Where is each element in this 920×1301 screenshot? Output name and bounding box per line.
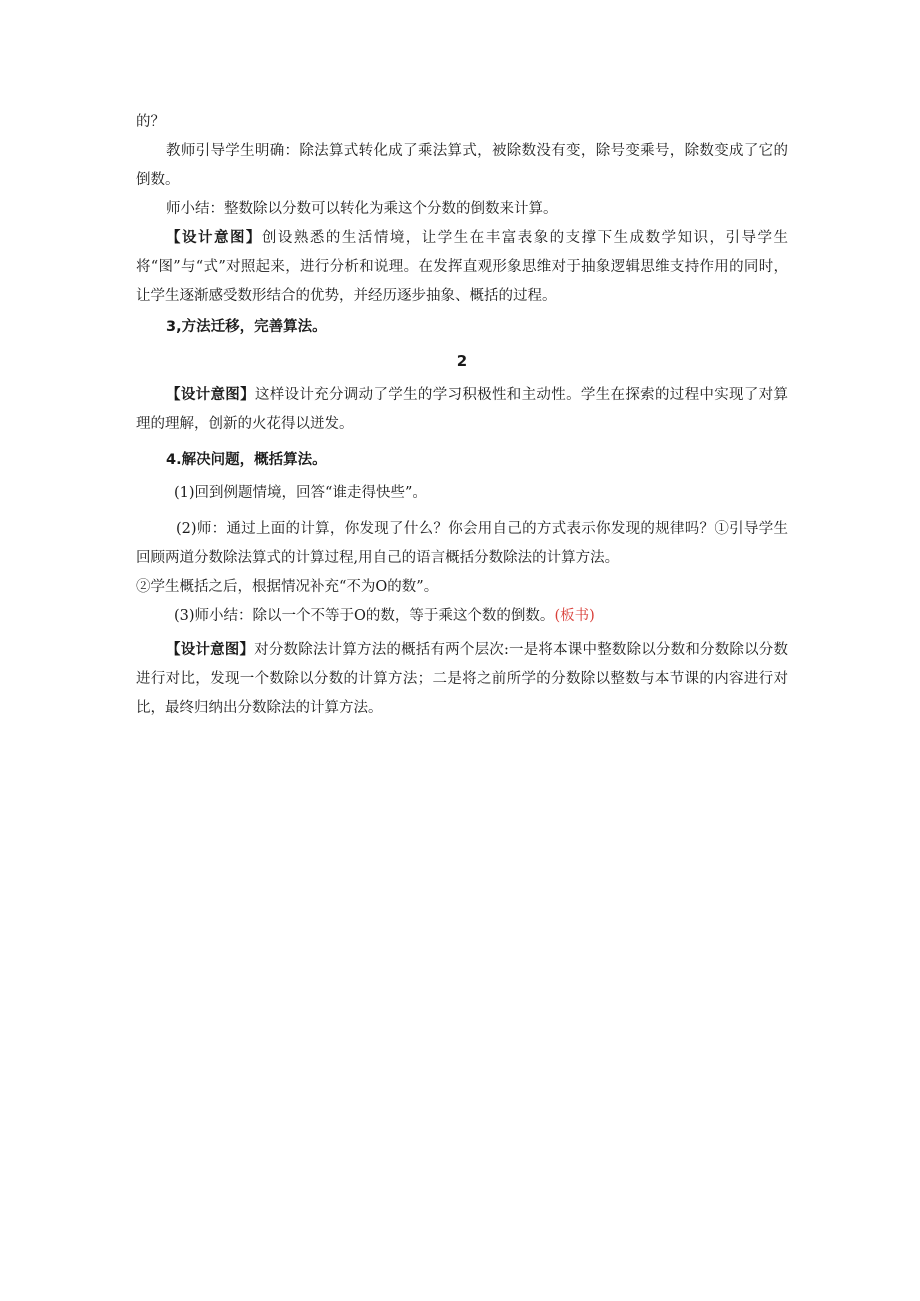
continuation-text: 的？	[136, 114, 165, 130]
paragraph-design-intent-1	[136, 224, 788, 311]
step-2b-text: ②学生概括之后，根据情况补充“不为O的数”。	[136, 579, 439, 595]
center-number	[136, 347, 788, 376]
teacher-guide-text: 教师引导学生明确：除法算式转化成了乘法算式，被除数没有变，除号变乘号，除数变成了它的倒数。	[136, 143, 788, 188]
step-3-text: (3)师小结：除以一个不等于O的数，等于乘这个数的倒数。	[174, 608, 555, 624]
step-3	[136, 602, 788, 631]
teacher-summary-text: 师小结：整数除以分数可以转化为乘这个分数的倒数来计算。	[166, 201, 558, 217]
step-2-text: (2)师：通过上面的计算，你发现了什么？你会用自己的方式表示你发现的规律吗？①引导学生回顾两道分数除法算式的计算过程,用自己的语言概括分数除法的计算方法。	[136, 521, 788, 566]
design-intent-2-text: 这样设计充分调动了学生的学习积极性和主动性。学生在探索的过程中实现了对算理的理解，创新的火花得以迸发。	[136, 387, 789, 432]
design-intent-3-text: 对分数除法计算方法的概括有两个层次:一是将本课中整数除以分数和分数除以分数进行对比，发现一个数除以分数的计算方法；二是将之前所学的分数除以整数与本节课的内容进行对比，最终归纳出分数除法的计算方法。	[136, 642, 789, 716]
section-heading-4-text: 4.解决问题，概括算法。	[166, 452, 327, 468]
paragraph-teacher-summary	[136, 195, 788, 224]
blackboard-note: (板书)	[554, 608, 595, 624]
section-heading-3-text: 3,方法迁移，完善算法。	[166, 319, 327, 335]
paragraph-continuation	[136, 108, 788, 137]
step-2	[136, 515, 788, 573]
step-1-text: (1)回到例题情境，回答“谁走得快些”。	[174, 485, 427, 501]
section-heading-4	[136, 446, 788, 475]
paragraph-teacher-guide	[136, 137, 788, 195]
section-heading-3	[136, 313, 788, 342]
step-1	[136, 479, 788, 508]
design-intent-tag: 【设计意图】	[166, 230, 262, 246]
step-2b	[136, 573, 788, 602]
paragraph-design-intent-2	[136, 381, 788, 439]
center-number-text: 2	[456, 352, 468, 370]
paragraph-design-intent-3	[136, 636, 788, 723]
design-intent-tag: 【设计意图】	[166, 642, 255, 658]
design-intent-tag: 【设计意图】	[166, 387, 255, 403]
design-intent-1-text: 创设熟悉的生活情境，让学生在丰富表象的支撑下生成数学知识，引导学生将“图”与“式”对照起来，进行分析和说理。在发挥直观形象思维对于抽象逻辑思维支持作用的同时，让学生逐渐感受数形结合的优势，并经历逐步抽象、概括的过程。	[136, 230, 788, 304]
